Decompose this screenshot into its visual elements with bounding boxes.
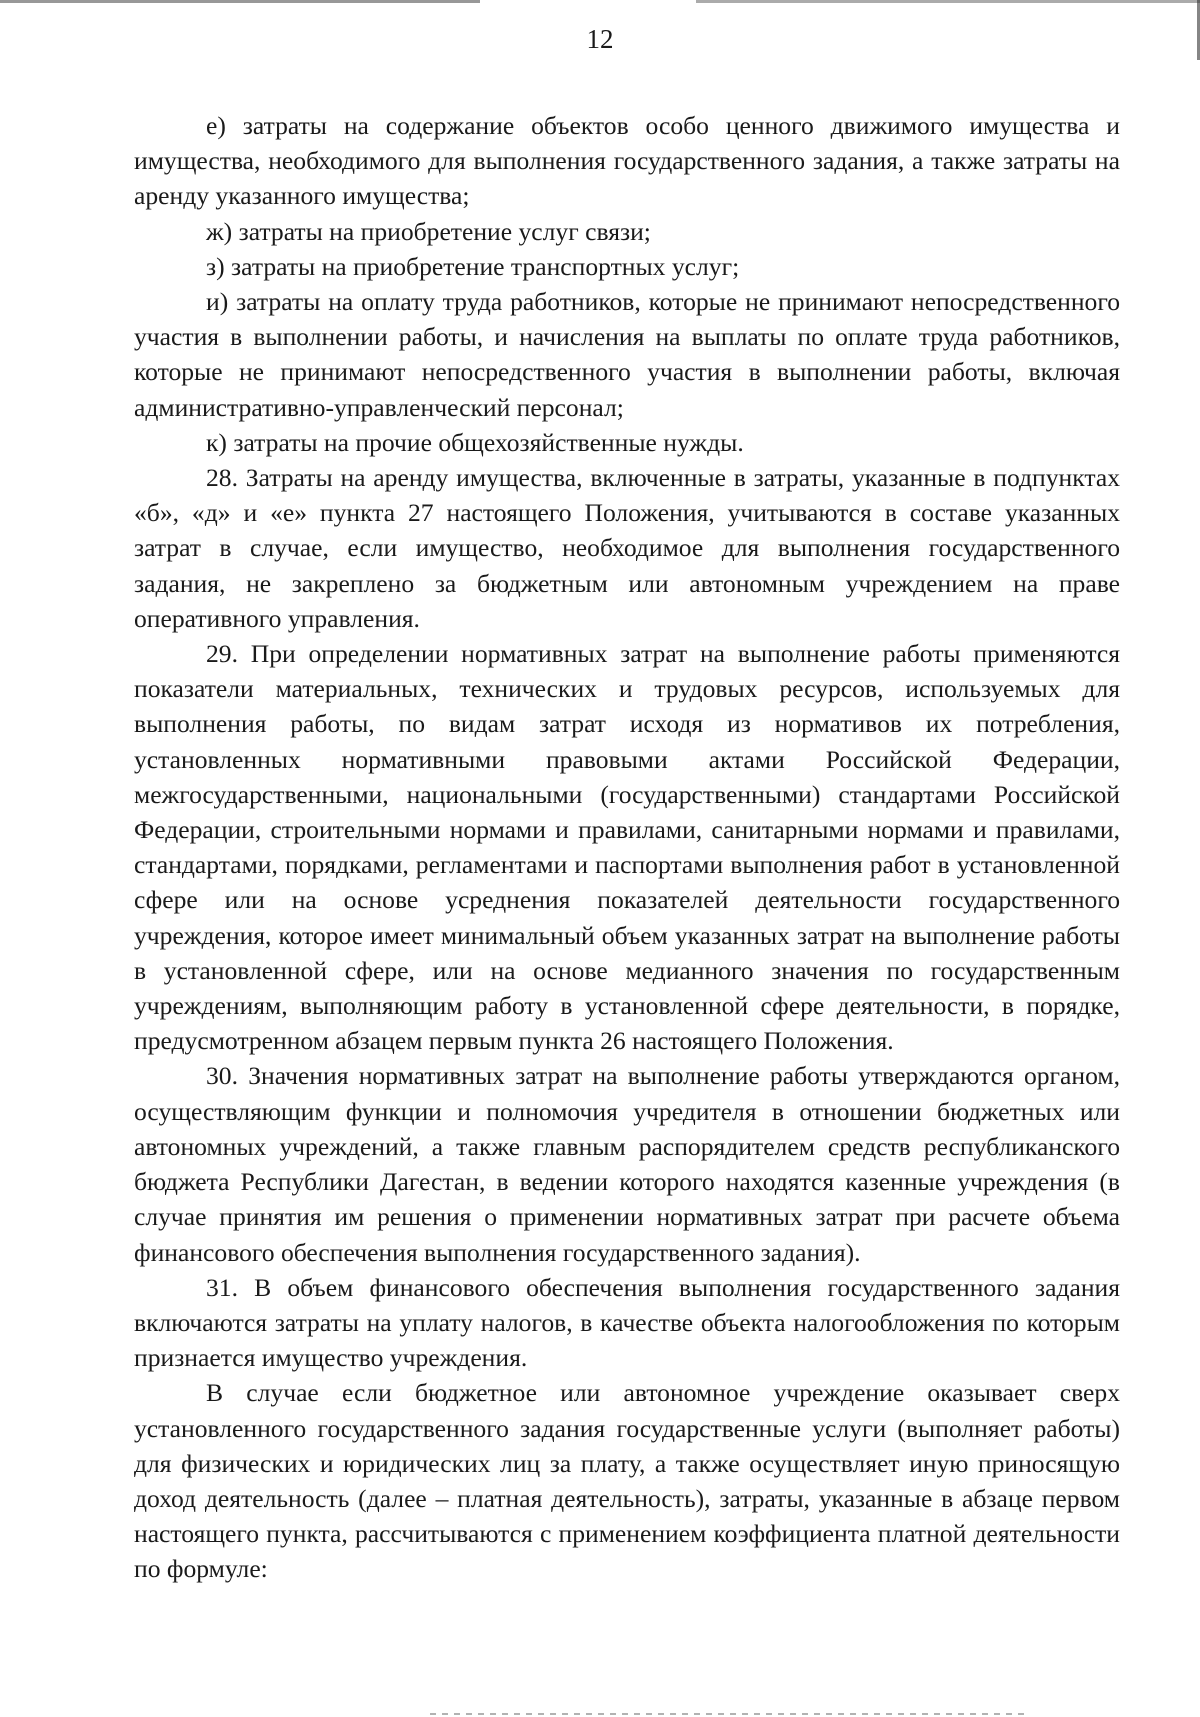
paragraph-clause-31-continued: В случае если бюджетное или автономное учреждение оказывает сверх установленного государственного задания государственные услуги (выполняет работы) для физических и юридических лиц за плату, а также осуществляет иную приносящую доход деятельность (далее – платная деятельность), затраты, указанные в абзаце первом настоящего пункта, рассчитываются с применением коэффициента платной деятельности по формуле: (134, 1378, 1120, 1584)
paragraph-item-e: е) затраты на содержание объектов особо ценного движимого имущества и имущества, необходимого для выполнения государственного задания, а также затраты на аренду указанного имущества; (134, 111, 1120, 211)
scan-edge-top (0, 0, 1200, 3)
paragraph-clause-29: 29. При определении нормативных затрат на выполнение работы применяются показатели материальных, технических и трудовых ресурсов, используемых для выполнения работы, по видам затрат исходя из нормативов их потребления, установленных нормативными правовыми актами Российской Федерации, межгосударственными, национальными (государственными) стандартами Российской Федерации, строительными нормами и правилами, санитарными нормами и правилами, стандартами, порядками, регламентами и паспортами выполнения работ в установленной сфере или на основе усреднения показателей деятельности государственного учреждения, которое имеет минимальный объем указанных затрат на выполнение работы в установленной сфере, или на основе медианного значения по государственным учреждениям, выполняющим работу в установленной сфере деятельности, в порядке, предусмотренном абзацем первым пункта 26 настоящего Положения. (134, 639, 1120, 1056)
paragraph-clause-28: 28. Затраты на аренду имущества, включенные в затраты, указанные в подпунктах «б», «д» и «е» пункта 27 настоящего Положения, учитываются в составе указанных затрат в случае, если имущество, необходимое для выполнения государственного задания, не закреплено за бюджетным или автономным учреждением на праве оперативного управления. (134, 463, 1120, 633)
document-body (134, 108, 1120, 1587)
paragraph-clause-31: 31. В объем финансового обеспечения выполнения государственного задания включаются затраты на уплату налогов, в качестве объекта налогообложения по которым признается имущество учреждения. (134, 1272, 1120, 1373)
paragraph-item-zh: ж) затраты на приобретение услуг связи; (206, 216, 651, 246)
paragraph-clause-30: 30. Значения нормативных затрат на выполнение работы утверждаются органом, осуществляющим функции и полномочия учредителя в отношении бюджетных или автономных учреждений, а также главным распорядителем средств республиканского бюджета Республики Дагестан, в ведении которого находятся казенные учреждения (в случае принятия им решения о применении нормативных затрат при расчете объема финансового обеспечения выполнения государственного задания). (134, 1061, 1120, 1267)
scan-edge-bottom (430, 1713, 1030, 1715)
paragraph-item-i: и) затраты на оплату труда работников, которые не принимают непосредственного участия в выполнении работы, и начисления на выплаты по оплате труда работников, которые не принимают непосредственного участия в выполнении работы, включая административно-управленческий персонал; (134, 287, 1120, 422)
paragraph-item-z: з) затраты на приобретение транспортных услуг; (206, 251, 740, 281)
paragraph-item-k: к) затраты на прочие общехозяйственные нужды. (206, 427, 744, 457)
page-number: 12 (586, 24, 614, 54)
